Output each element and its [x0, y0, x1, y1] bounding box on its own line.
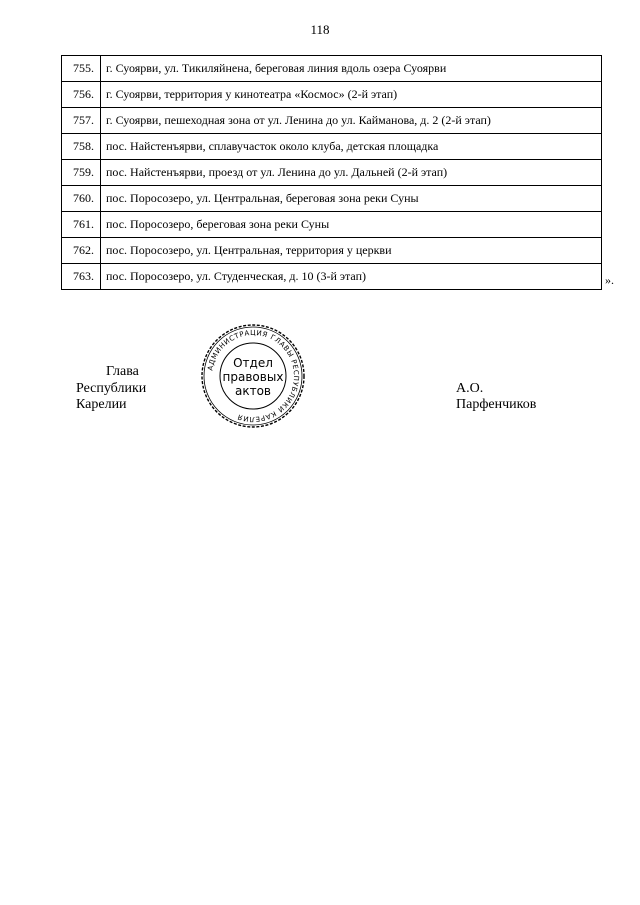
official-stamp-icon: [200, 323, 306, 429]
row-number: 755.: [62, 56, 101, 82]
items-table: [61, 55, 602, 290]
table-row: [62, 82, 602, 108]
stamp-ring-text: АДМИНИСТРАЦИЯ ГЛАВЫ РЕСПУБЛИКИ КАРЕЛИЯ: [206, 328, 301, 424]
table-row: [62, 56, 602, 82]
row-number: 763.: [62, 264, 101, 290]
signer-name: А.О. Парфенчиков: [456, 381, 537, 412]
row-number: 757.: [62, 108, 101, 134]
row-text: пос. Найстенъярви, проезд от ул. Ленина до ул. Дальней (2-й этап): [101, 160, 602, 186]
stamp-line2: правовых: [222, 370, 284, 384]
stamp-line1: Отдел: [233, 356, 273, 370]
table-row: [62, 160, 602, 186]
table-row: [62, 212, 602, 238]
row-text: пос. Поросозеро, береговая зона реки Суны: [101, 212, 602, 238]
row-number: 756.: [62, 82, 101, 108]
row-number: 761.: [62, 212, 101, 238]
row-number: 760.: [62, 186, 101, 212]
row-text: пос. Найстенъярви, сплавучасток около клуба, детская площадка: [101, 134, 602, 160]
table-row: [62, 186, 602, 212]
table-row: [62, 238, 602, 264]
signer-title-line2: Республики Карелии: [76, 381, 147, 412]
row-number: 758.: [62, 134, 101, 160]
stamp-line3: актов: [234, 384, 272, 398]
row-number: 759.: [62, 160, 101, 186]
table-row: [62, 134, 602, 160]
page-number: 118: [310, 22, 330, 37]
row-text: пос. Поросозеро, ул. Студенческая, д. 10 (3-й этап): [101, 264, 602, 290]
signer-title-line1: Глава: [106, 364, 139, 379]
row-text: г. Суоярви, территория у кинотеатра «Космос» (2-й этап): [101, 82, 602, 108]
row-text: пос. Поросозеро, ул. Центральная, территория у церкви: [101, 238, 602, 264]
row-text: г. Суоярви, пешеходная зона от ул. Ленина до ул. Кайманова, д. 2 (2-й этап): [101, 108, 602, 134]
row-number: 762.: [62, 238, 101, 264]
row-text: г. Суоярви, ул. Тикиляйнена, береговая линия вдоль озера Суоярви: [101, 56, 602, 82]
table-row: [62, 108, 602, 134]
table-row: [62, 264, 602, 290]
closing-quote: ».: [605, 273, 614, 287]
row-text: пос. Поросозеро, ул. Центральная, береговая зона реки Суны: [101, 186, 602, 212]
